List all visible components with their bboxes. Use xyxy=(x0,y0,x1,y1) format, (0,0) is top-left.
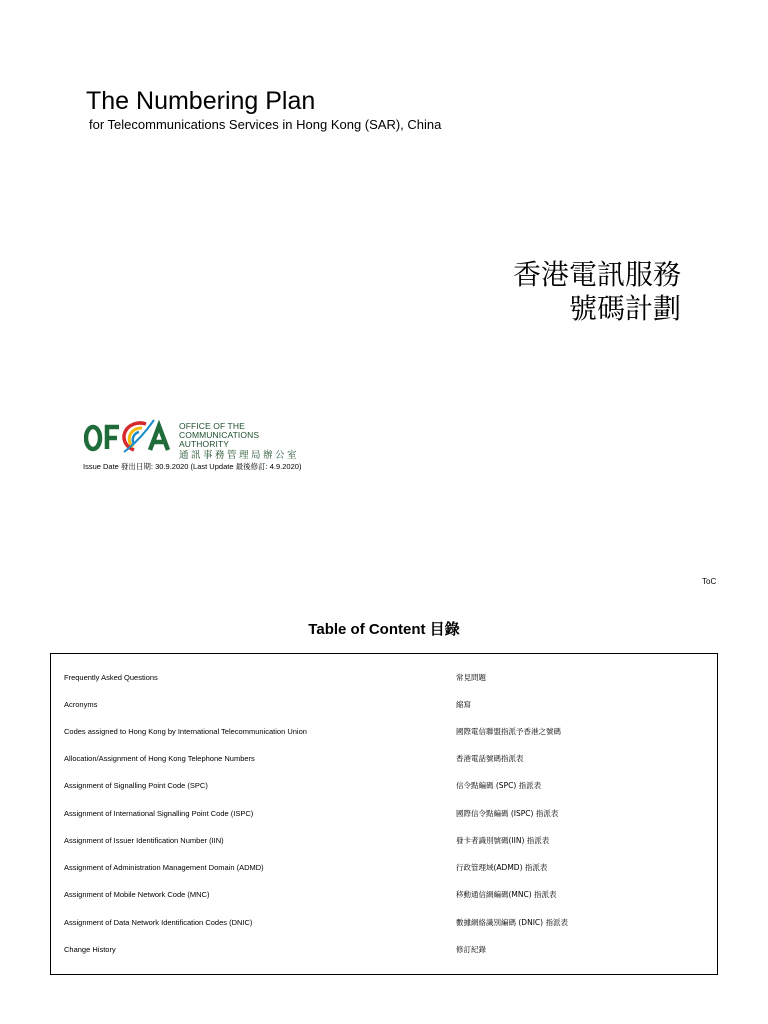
ofca-logo xyxy=(84,414,300,461)
toc-row-zh[interactable]: 數據網絡識別編碼 (DNIC) 指派表 xyxy=(456,918,568,927)
toc-row-itu-codes[interactable] xyxy=(51,718,717,745)
toc-row-iin[interactable] xyxy=(51,827,717,854)
document-title: The Numbering Plan xyxy=(86,87,316,115)
toc-row-ispc[interactable] xyxy=(51,800,717,827)
toc-row-mnc[interactable] xyxy=(51,881,717,908)
toc-row-zh[interactable]: 國際信令點編碼 (ISPC) 指派表 xyxy=(456,809,559,818)
toc-row-en[interactable]: Allocation/Assignment of Hong Kong Telephone Numbers xyxy=(64,754,255,763)
logo-line-chinese: 通訊事務管理局辦公室 xyxy=(179,450,300,461)
toc-row-en[interactable]: Frequently Asked Questions xyxy=(64,673,158,682)
toc-row-en[interactable]: Acronyms xyxy=(64,700,98,709)
toc-row-en[interactable]: Change History xyxy=(64,945,116,954)
logo-line-office: OFFICE OF THE xyxy=(179,421,245,431)
toc-row-en[interactable]: Assignment of Issuer Identification Number (IIN) xyxy=(64,836,224,845)
toc-row-acronyms[interactable] xyxy=(51,691,717,718)
toc-row-zh[interactable]: 修訂紀錄 xyxy=(456,945,486,954)
toc-marker: ToC xyxy=(702,577,717,586)
document-subtitle: for Telecommunications Services in Hong Kong (SAR), China xyxy=(89,117,442,132)
logo-line-authority: COMMUNICATIONS AUTHORITY xyxy=(179,430,260,449)
toc-row-change-history[interactable] xyxy=(51,936,717,963)
toc-row-dnic[interactable] xyxy=(51,909,717,936)
toc-row-zh[interactable]: 發卡者識別號碼(IIN) 指派表 xyxy=(456,836,550,845)
chinese-title-line1: 香港電訊服務 xyxy=(512,258,681,291)
toc-row-en[interactable]: Assignment of Administration Management Domain (ADMD) xyxy=(64,863,264,872)
toc-row-en[interactable]: Assignment of Signalling Point Code (SPC) xyxy=(64,781,208,790)
toc-row-zh[interactable]: 縮寫 xyxy=(456,700,471,709)
toc-row-spc[interactable] xyxy=(51,772,717,799)
chinese-title-line2: 號碼計劃 xyxy=(568,292,681,325)
toc-row-zh[interactable]: 國際電信聯盟指派予香港之號碼 xyxy=(456,727,561,736)
toc-row-faq[interactable] xyxy=(51,664,717,691)
toc-row-zh[interactable]: 移動通信網編碼(MNC) 指派表 xyxy=(456,890,557,899)
toc-table xyxy=(50,653,718,975)
toc-row-en[interactable]: Assignment of International Signalling Point Code (ISPC) xyxy=(64,809,254,818)
ofca-logo-icon xyxy=(84,414,176,456)
toc-heading: Table of Content 目錄 xyxy=(308,621,460,638)
toc-row-en[interactable]: Codes assigned to Hong Kong by International Telecommunication Union xyxy=(64,727,307,736)
chinese-title xyxy=(513,258,681,326)
ofca-logo-text xyxy=(179,422,299,461)
toc-row-zh[interactable]: 行政管理域(ADMD) 指派表 xyxy=(456,863,548,872)
toc-row-zh[interactable]: 常見問題 xyxy=(456,673,486,682)
toc-row-zh[interactable]: 香港電話號碼指派表 xyxy=(456,754,524,763)
toc-row-telephone-numbers[interactable] xyxy=(51,745,717,772)
toc-row-en[interactable]: Assignment of Data Network Identification Codes (DNIC) xyxy=(64,918,253,927)
toc-row-en[interactable]: Assignment of Mobile Network Code (MNC) xyxy=(64,890,210,899)
issue-date: Issue Date 發出日期: 30.9.2020 (Last Update 最後修訂: 4.9.2020) xyxy=(83,462,302,471)
toc-row-admd[interactable] xyxy=(51,854,717,881)
toc-row-zh[interactable]: 信令點編碼 (SPC) 指派表 xyxy=(456,781,542,790)
